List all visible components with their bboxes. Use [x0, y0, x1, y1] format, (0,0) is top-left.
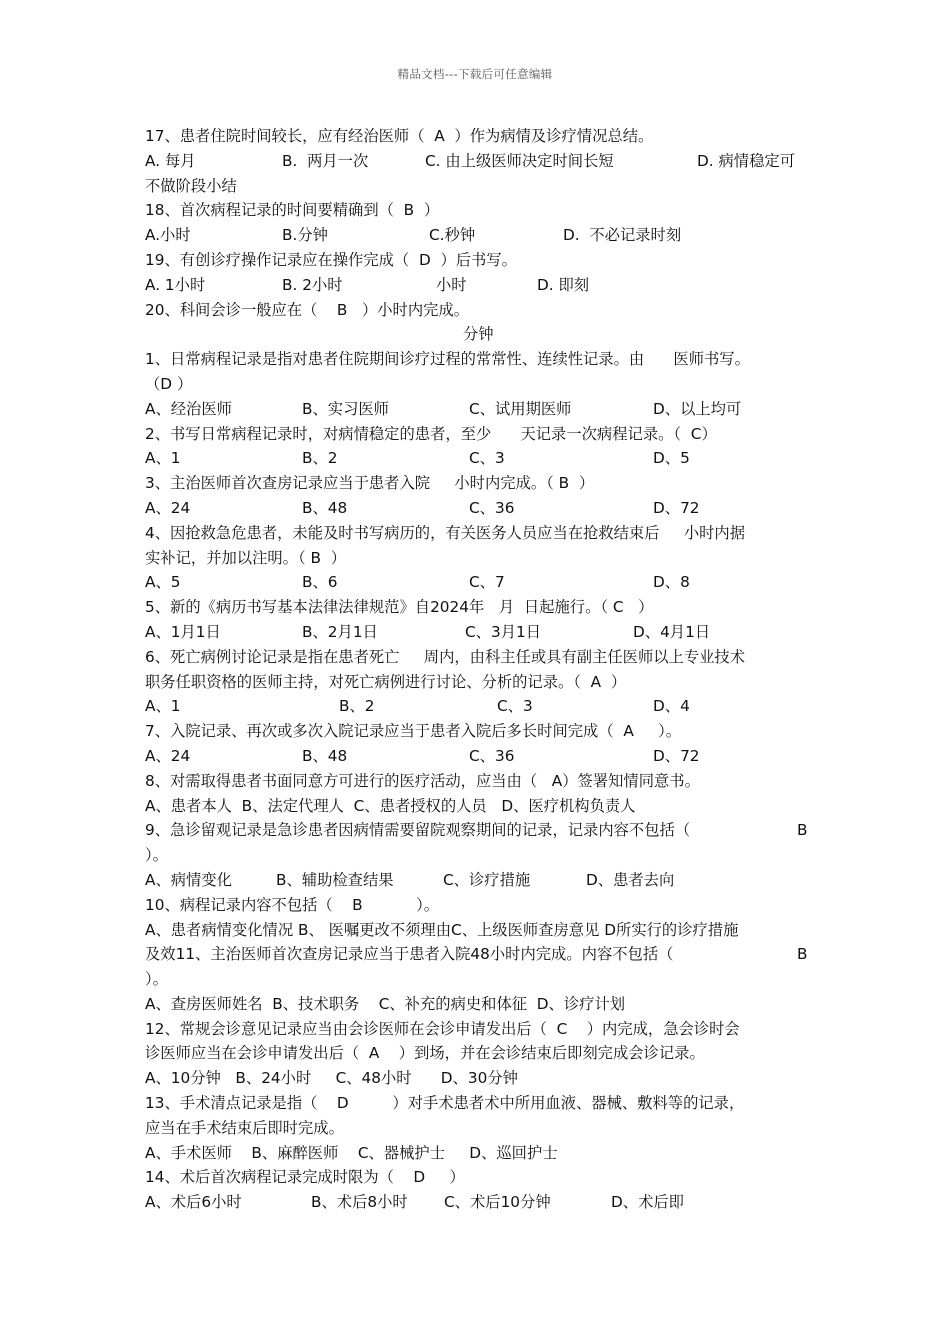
text-line — [145, 918, 825, 943]
text-line — [145, 322, 825, 347]
text-segment: B. 两月一次 — [282, 151, 369, 170]
text-segment: 不做阶段小结 — [145, 176, 237, 195]
text-line — [145, 521, 825, 546]
text-segment: 10、病程记录内容不包括（ B ）。 — [145, 895, 440, 914]
text-line — [145, 422, 825, 447]
text-segment: D. 即刻 — [537, 275, 590, 294]
text-line — [145, 1066, 825, 1091]
text-line — [145, 372, 825, 397]
text-segment: B、辅助检查结果 — [276, 870, 394, 889]
text-segment: A、手术医师 B、麻醉医师 C、器械护士 D、巡回护士 — [145, 1143, 558, 1162]
text-segment: C、36 — [469, 746, 515, 765]
text-line — [145, 992, 825, 1017]
text-segment: B、2 — [339, 697, 375, 716]
text-line — [145, 967, 825, 992]
text-segment: C、3 — [469, 449, 505, 468]
text-segment: C、试用期医师 — [469, 399, 572, 418]
text-line — [145, 273, 825, 298]
text-line — [145, 223, 825, 248]
text-segment: 14、术后首次病程记录完成时限为（ D ） — [145, 1168, 465, 1187]
text-line — [145, 1141, 825, 1166]
text-line — [145, 620, 825, 645]
text-segment: A、经治医师 — [145, 399, 232, 418]
text-segment: D、5 — [653, 449, 690, 468]
text-line — [145, 843, 825, 868]
text-segment: 8、对需取得患者书面同意方可进行的医疗活动，应当由（ A）签署知情同意书。 — [145, 771, 700, 790]
text-segment: A、5 — [145, 573, 181, 592]
text-segment: B、48 — [302, 498, 348, 517]
text-segment: A、病情变化 — [145, 870, 232, 889]
text-segment: C.秒钟 — [429, 226, 476, 245]
text-segment: A、术后6小时 — [145, 1193, 242, 1212]
text-segment: B、实习医师 — [302, 399, 389, 418]
text-line — [145, 174, 825, 199]
text-line — [145, 769, 825, 794]
text-line — [145, 868, 825, 893]
text-segment: D、4月1日 — [633, 622, 711, 641]
text-segment: B、48 — [302, 746, 348, 765]
text-segment: D、72 — [653, 498, 700, 517]
text-segment: A、查房医师姓名 B、技术职务 C、补充的病史和体征 D、诊疗计划 — [145, 994, 626, 1013]
text-segment: A、24 — [145, 498, 191, 517]
text-line — [145, 124, 825, 149]
text-segment: D、术后即 — [611, 1193, 684, 1212]
text-line — [145, 471, 825, 496]
text-segment: D、72 — [653, 746, 700, 765]
text-line — [145, 794, 825, 819]
text-segment: C. 由上级医师决定时间长短 — [425, 151, 614, 170]
text-line — [145, 1190, 825, 1215]
text-segment: 小时 — [436, 275, 467, 294]
text-segment: A.小时 — [145, 226, 191, 245]
text-line — [145, 1017, 825, 1042]
text-segment: D. 不必记录时刻 — [563, 226, 682, 245]
text-line — [145, 670, 825, 695]
text-line — [145, 446, 825, 471]
text-segment: 12、常规会诊意见记录应当由会诊医师在会诊申请发出后（ C ）内完成，急会诊时会 — [145, 1019, 740, 1038]
text-segment: A. 1小时 — [145, 275, 206, 294]
text-line — [145, 347, 825, 372]
text-segment: A、1 — [145, 697, 181, 716]
text-segment: 18、首次病程记录的时间要精确到（ B ） — [145, 201, 440, 220]
text-segment: ）。 — [145, 970, 168, 989]
text-segment: C、术后10分钟 — [444, 1193, 551, 1212]
text-line — [145, 645, 825, 670]
text-segment: A. 每月 — [145, 151, 196, 170]
text-line — [145, 1091, 825, 1116]
text-segment: 9、急诊留观记录是急诊患者因病情需要留院观察期间的记录，记录内容不包括（ — [145, 821, 691, 840]
text-line — [145, 298, 825, 323]
text-line — [145, 595, 825, 620]
document-body — [145, 124, 825, 1215]
page-header: 精品文档---下载后可任意编辑 — [397, 67, 553, 81]
text-segment: C、7 — [469, 573, 505, 592]
text-segment: 2、书写日常病程记录时，对病情稳定的患者，至少 天记录一次病程记录。（ C） — [145, 424, 717, 443]
text-segment: D. 病情稳定可 — [697, 151, 795, 170]
text-line — [145, 1116, 825, 1141]
text-segment: A、1 — [145, 449, 181, 468]
text-segment: A、患者病情变化情况 B、 医嘱更改不须理由C、上级医师查房意见 D所实行的诊疗措施 — [145, 920, 739, 939]
text-segment: 20、科间会诊一般应在（ B ）小时内完成。 — [145, 300, 470, 319]
text-line — [145, 1165, 825, 1190]
text-segment: C、3 — [497, 697, 533, 716]
text-line — [145, 1041, 825, 1066]
text-line — [145, 149, 825, 174]
text-segment: B、术后8小时 — [311, 1193, 408, 1212]
text-segment: C、3月1日 — [465, 622, 542, 641]
text-segment: 实补记，并加以注明。（ B ） — [145, 548, 346, 567]
text-segment: A、1月1日 — [145, 622, 221, 641]
text-line — [145, 942, 825, 967]
text-segment: A、患者本人 B、法定代理人 C、患者授权的人员 D、医疗机构负责人 — [145, 796, 636, 815]
text-segment: B. 2小时 — [282, 275, 343, 294]
text-segment: D、患者去向 — [586, 870, 675, 889]
text-line — [145, 570, 825, 595]
text-segment: D、8 — [653, 573, 690, 592]
text-line — [145, 744, 825, 769]
text-line — [145, 818, 825, 843]
text-line — [145, 248, 825, 273]
text-segment: 分钟 — [463, 325, 494, 344]
text-line — [145, 198, 825, 223]
text-line — [145, 546, 825, 571]
text-line — [145, 694, 825, 719]
text-segment: （D ） — [145, 374, 193, 393]
text-segment: 诊医师应当在会诊申请发出后（ A ）到场，并在会诊结束后即刻完成会诊记录。 — [145, 1044, 705, 1063]
text-segment: D、4 — [653, 697, 690, 716]
text-segment: B.分钟 — [282, 226, 328, 245]
text-segment: B — [797, 945, 808, 964]
text-segment: 13、手术清点记录是指（ D ）对手术患者术中所用血液、器械、敷料等的记录， — [145, 1094, 745, 1113]
text-segment: 4、因抢救急危患者，未能及时书写病历的，有关医务人员应当在抢救结束后 小时内据 — [145, 523, 746, 542]
text-segment: ）。 — [145, 846, 168, 865]
text-segment: C、36 — [469, 498, 515, 517]
text-segment: 职务任职资格的医师主持，对死亡病例进行讨论、分析的记录。（ A ） — [145, 672, 627, 691]
text-segment: A、10分钟 B、24小时 C、48小时 D、30分钟 — [145, 1069, 518, 1088]
text-segment: 17、患者住院时间较长，应有经治医师（ A ）作为病情及诊疗情况总结。 — [145, 127, 654, 145]
text-segment: 1、日常病程记录是指对患者住院期间诊疗过程的常常性、连续性记录。由 医师书写。 — [145, 350, 750, 369]
text-segment: 7、入院记录、再次或多次入院记录应当于患者入院后多长时间完成（ A ）。 — [145, 722, 682, 741]
text-line — [145, 397, 825, 422]
text-segment: 6、死亡病例讨论记录是指在患者死亡 周内，由科主任或具有副主任医师以上专业技术 — [145, 647, 746, 666]
text-segment: C、诊疗措施 — [443, 870, 531, 889]
text-segment: 5、新的《病历书写基本法律法律规范》自2024年 月 日起施行。（ C ） — [145, 598, 654, 617]
text-segment: A、24 — [145, 746, 191, 765]
text-segment: D、以上均可 — [653, 399, 742, 418]
text-segment: B、2 — [302, 449, 338, 468]
text-line — [145, 893, 825, 918]
text-segment: B、2月1日 — [302, 622, 378, 641]
text-line — [145, 719, 825, 744]
text-segment: 19、有创诊疗操作记录应在操作完成（ D ）后书写。 — [145, 250, 517, 269]
text-segment: 3、主治医师首次查房记录应当于患者入院 小时内完成。（ B ） — [145, 474, 595, 493]
text-segment: 应当在手术结束后即时完成。 — [145, 1118, 344, 1137]
text-segment: B、6 — [302, 573, 338, 592]
text-line — [145, 496, 825, 521]
text-segment: B — [797, 821, 808, 840]
text-segment: 及效11、主治医师首次查房记录应当于患者入院48小时内完成。内容不包括（ — [145, 945, 674, 964]
